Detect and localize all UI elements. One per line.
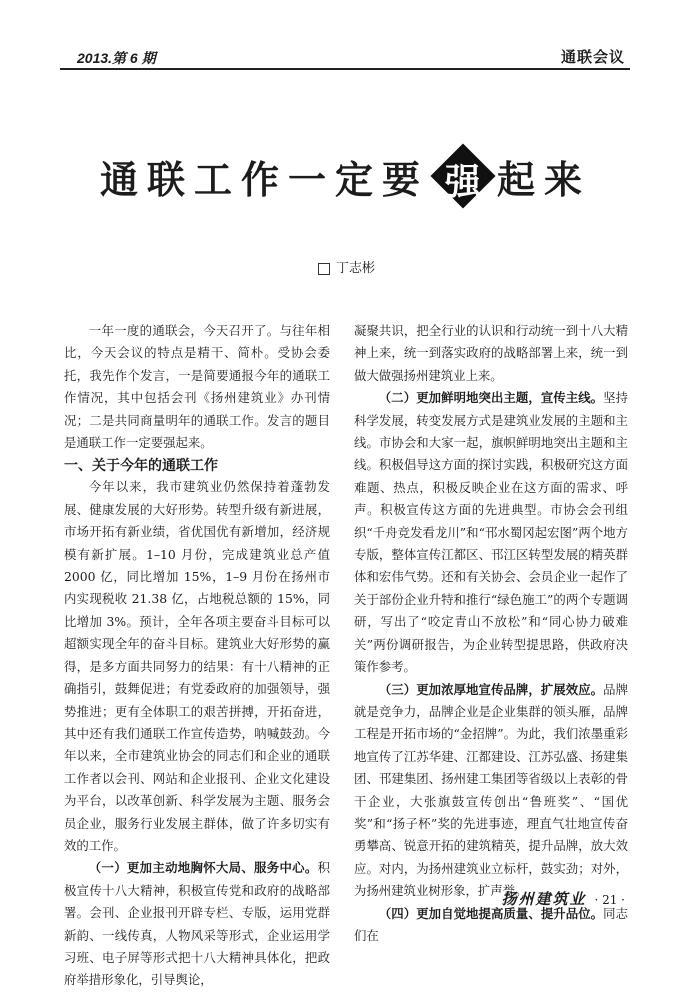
header-rule — [60, 68, 630, 70]
author-line — [318, 257, 375, 276]
author-name: 丁志彬 — [336, 261, 376, 276]
paragraph — [354, 903, 628, 948]
article-title — [100, 148, 620, 208]
paragraph: 一年一度的通联会，今天召开了。与往年相比，今天会议的特点是精干、简朴。受协会委托，我先作个发言，一是简要通报今年的通联工作情况，其中包括会刊《扬州建筑业》办刊情况；二是共同商量明年的通联工作。发言的题目是通联工作一定要强起来。 — [64, 323, 330, 451]
page-number: · 21 · — [594, 893, 625, 907]
magazine-logo: 扬州建筑业 — [501, 890, 587, 908]
subheading: （三）更加浓厚地宣传品牌，扩展效应。 — [378, 682, 604, 697]
paragraph-body: 品牌就是竞争力，品牌企业是企业集群的领头雁，品牌工程是开拓市场的“金招牌”。为此，我们浓墨重彩地宣传了江苏华建、江都建设、江苏弘盛、扬建集团、邗建集团、扬州建工集团等省级以上表彰的骨干企业，大张旗鼓宣传创出“鲁班奖”、“国优奖”和“扬子杯”奖的先进事迹，理直气壮地宣传奋勇攀高、锐意开拓的建筑精英，提升品牌，放大效应。对内，为扬州建筑业立标杆，鼓实劲；对外，为扬州建筑业树形象，扩声誉。 — [354, 681, 629, 899]
paragraph — [354, 679, 628, 903]
paragraph — [354, 387, 628, 678]
paragraph: 今年以来，我市建筑业仍然保持着蓬勃发展、健康发展的大好形势。转型升级有新进展，市场开拓有新业绩，省优国优有新增加，经济规模有新扩展。1–10 月份，完成建筑业总产值 2000 亿，同比增加 15%，1–9 月份在扬州市内实现税收 21.38 亿，占地税总额的 15%，同比增加 3%。预计，全年各项主要奋斗目标可以超额实现全年的奋斗目标。建筑业大好形势的赢得，是多方面共同努力的结果：有十八精神的正确指引，鼓舞促进；有党委政府的加强领导，强势推进；更有全体职工的艰苦拼搏，开拓奋进，其中还有我们通联工作宣传造势，呐喊鼓劲。今年以来，全市建筑业协会的同志们和企业的通联工作者以会刊、网站和企业报刊、企业文化建设为平台，以改革创新、科学发展为主题、服务会员企业，服务行业发展主群体，做了许多切实有效的工作。 — [64, 479, 330, 853]
section-heading: 一、关于今年的通联工作 — [64, 457, 218, 474]
subheading: （四）更加自觉地提高质量、提升品位。 — [378, 906, 604, 921]
paragraph — [64, 857, 330, 991]
subheading: （一）更加主动地胸怀大局、服务中心。 — [88, 861, 318, 876]
title-text-before: 通联工作一定要 — [100, 156, 430, 202]
author-box-icon — [318, 263, 330, 275]
page-footer — [501, 888, 625, 909]
title-highlight-char: 强 — [445, 161, 482, 203]
paragraph-body: 坚持科学发展，转变发展方式是建筑业发展的主题和主线。市协会和大家一起，旗帜鲜明地突出主题和主线。积极倡导这方面的探讨实践，积极研究这方面难题、热点，积极反映企业在这方面的需求、呼声。积极宣传这方面的先进典型。市协会会刊组织“千舟竞发看龙川”和“邗水蜀冈起宏图”两个地方专版，整体宣传江都区、邗江区转型发展的精英群体和宏伟气势。还和有关协会、会员企业一起作了关于部份企业升特和推行“绿色施工”的两个专题调研，写出了“咬定青山不放松”和“同心协力破难关”两份调研报告，为企业转型提思路，供政府决策作参考。 — [354, 390, 629, 675]
right-column — [354, 320, 628, 947]
paragraph-body: 同志们在 — [354, 905, 629, 943]
title-text-after: 起来 — [497, 156, 592, 202]
paragraph: 凝聚共识，把全行业的认识和行动统一到十八大精神上来，统一到落实政府的战略部署上来，统一到做大做强扬州建筑业上来。 — [354, 323, 628, 383]
left-column — [64, 320, 330, 992]
subheading: （二）更加鲜明地突出主题，宣传主线。 — [378, 391, 604, 406]
paragraph-body: 积极宣传十八大精神，积极宣传党和政府的战略部署。会刊、企业报刊开辟专栏、专版，运用党群新韵、一线传真，人物风采等形式，企业运用学习班、电子屏等形式把十八大精神具体化，把政府举措形象化，引导舆论， — [64, 860, 330, 988]
section-label: 通联会议 — [560, 49, 625, 66]
title-diamond-emblem — [435, 148, 491, 204]
issue-label: 2013.第 6 期 — [77, 50, 156, 66]
